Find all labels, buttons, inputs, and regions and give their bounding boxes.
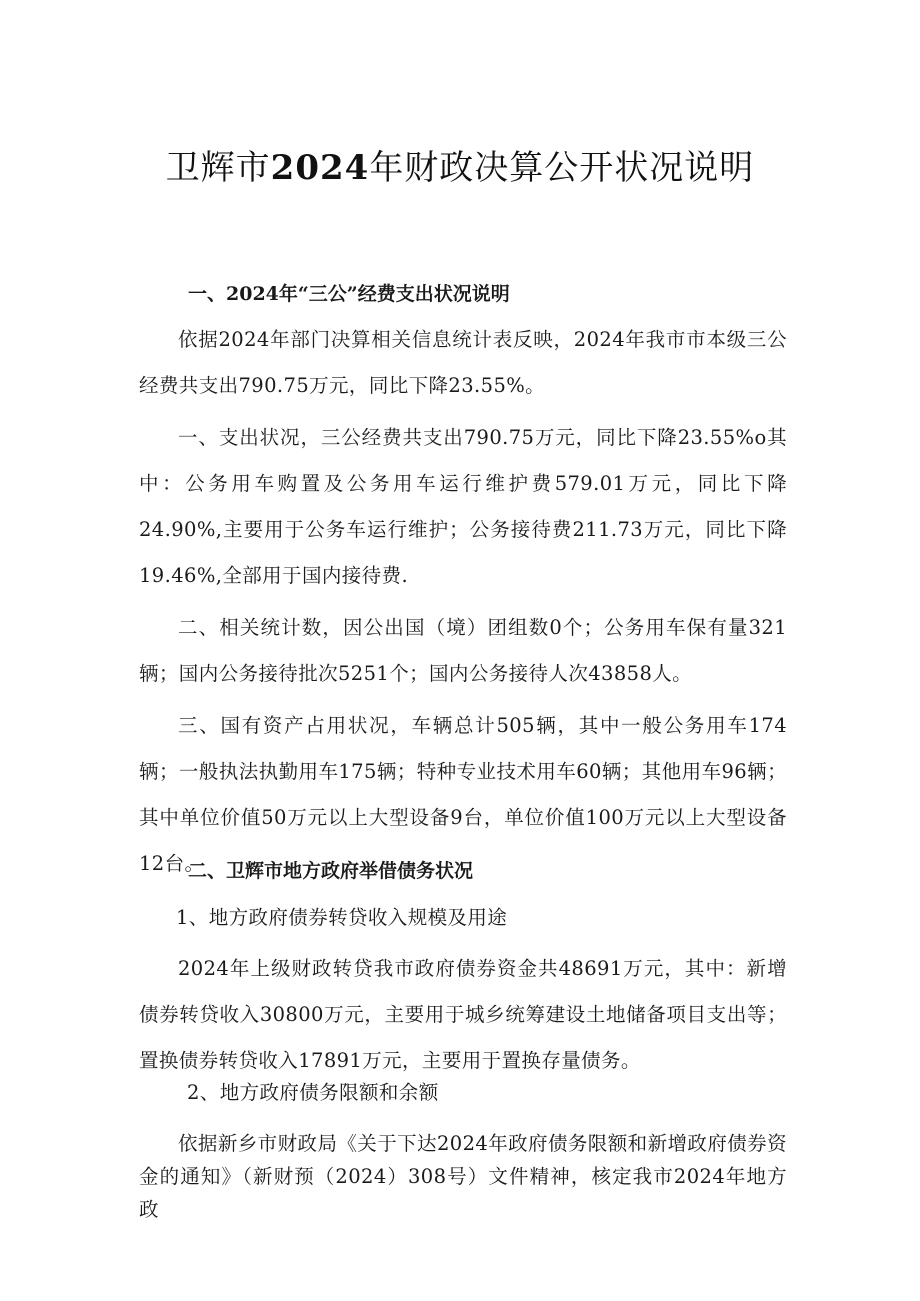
section1-item2: 二、相关统计数，因公出国（境）团组数0个；公务用车保有量321辆；国内公务接待批次5251个；国内公务接待人次43858人。 — [139, 616, 787, 685]
section1-item3: 三、国有资产占用状况，车辆总计505辆，其中一般公务用车174辆；一般执法执勤用车175辆；特种专业技术用车60辆；其他用车96辆；其中单位价值50万元以上大型设备9台，单位价值100万元以上大型设备12台。 — [139, 714, 787, 875]
section1-item1: 一、支出状况，三公经费共支出790.75万元，同比下降23.55%o其中：公务用车购置及公务用车运行维护费579.01万元，同比下降24.90%,主要用于公务车运行维护；公务接待费211.73万元，同比下降19.46%,全部用于国内接待费. — [139, 426, 787, 587]
section2-heading: 二、卫辉市地方政府举借债务状况 — [188, 860, 474, 882]
section1-heading: 一、2024年“三公”经费支出状况说明 — [188, 283, 510, 305]
title-year: 2024 — [270, 148, 370, 188]
document-title — [0, 142, 920, 194]
section2-sub1-text: 2024年上级财政转贷我市政府债券资金共48691万元，其中：新增债券转贷收入30800万元，主要用于城乡统筹建设土地储备项目支出等；置换债券转贷收入17891万元，主要用于置换存量债务。 — [139, 957, 787, 1072]
section2-sub1-heading: 1、地方政府债券转贷收入规模及用途 — [176, 906, 508, 929]
title-prefix: 卫辉市 — [165, 148, 271, 188]
section2-sub2-text: 依据新乡市财政局《关于下达2024年政府债务限额和新增政府债券资金的通知》（新财预（2024）308号）文件精神，核定我市2024年地方政 — [139, 1132, 787, 1221]
section2-sub2-heading: 2、地方政府债务限额和余额 — [187, 1081, 439, 1104]
title-suffix: 年财政决算公开状况说明 — [369, 148, 755, 188]
section1-intro: 依据2024年部门决算相关信息统计表反映，2024年我市市本级三公经费共支出790.75万元，同比下降23.55%。 — [139, 328, 787, 397]
